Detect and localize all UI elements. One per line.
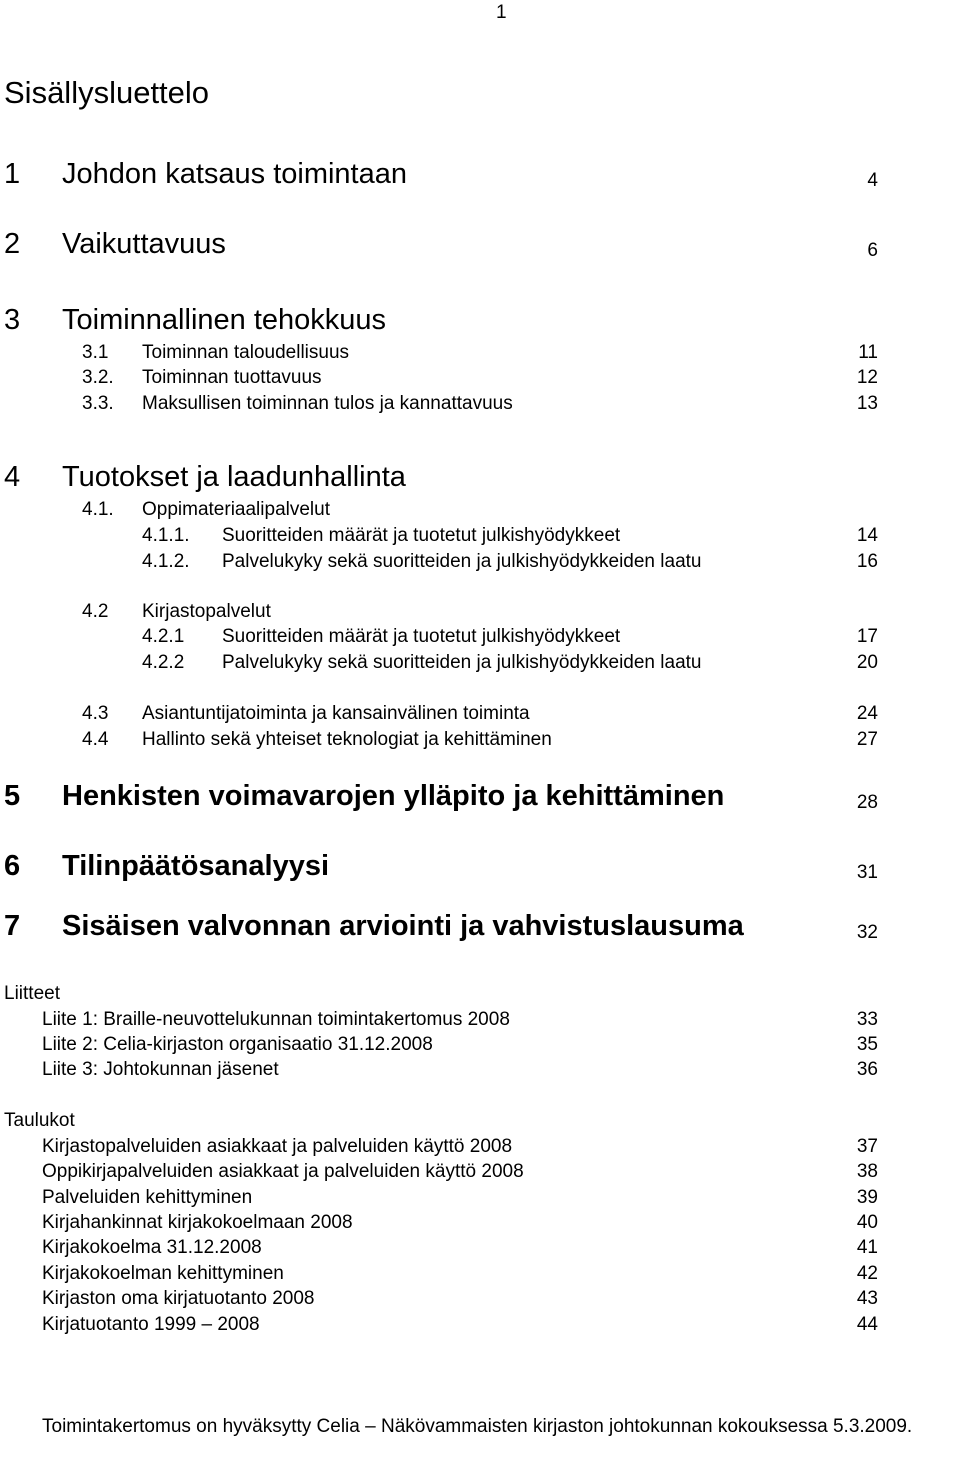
section-number: 3.2. — [82, 367, 114, 388]
table-list-page: 42 — [856, 1263, 878, 1284]
tables-heading: Taulukot — [4, 1110, 75, 1131]
table-list-title: Oppikirjapalveluiden asiakkaat ja palveluiden käyttö 2008 — [42, 1161, 524, 1182]
toc-chapter-1 — [0, 158, 960, 191]
chapter-title: Vaikuttavuus — [62, 228, 226, 260]
chapter-number: 6 — [4, 850, 21, 882]
chapter-number: 5 — [4, 780, 21, 812]
subsection-page: 14 — [856, 525, 878, 546]
chapter-page: 28 — [856, 792, 878, 813]
section-number: 3.3. — [82, 393, 114, 414]
section-page: 13 — [856, 393, 878, 414]
table-list-page: 38 — [856, 1161, 878, 1182]
table-list-title: Kirjastopalveluiden asiakkaat ja palveluiden käyttö 2008 — [42, 1136, 513, 1157]
appendix-title: Liite 1: Braille-neuvottelukunnan toimintakertomus 2008 — [42, 1009, 510, 1030]
chapter-page: 31 — [856, 862, 878, 883]
toc-chapter-2 — [0, 228, 960, 261]
page-number: 1 — [496, 2, 507, 23]
page-title: Sisällysluettelo — [4, 75, 210, 110]
section-title: Asiantuntijatoiminta ja kansainvälinen toiminta — [142, 703, 530, 724]
chapter-number: 4 — [4, 461, 21, 493]
table-list-title: Kirjatuotanto 1999 – 2008 — [42, 1314, 260, 1335]
section-page: 27 — [856, 729, 878, 750]
table-list-item — [0, 1314, 960, 1344]
table-list-page: 41 — [856, 1237, 878, 1258]
chapter-title: Tilinpäätösanalyysi — [62, 850, 330, 882]
subsection-number: 4.2.2 — [142, 652, 185, 673]
section-page: 11 — [858, 342, 878, 363]
toc-section — [0, 393, 960, 423]
subsection-title: Suoritteiden määrät ja tuotetut julkishyödykkeet — [222, 525, 621, 546]
appendix-title: Liite 3: Johtokunnan jäsenet — [42, 1059, 279, 1080]
table-list-title: Kirjaston oma kirjatuotanto 2008 — [42, 1288, 315, 1309]
table-list-title: Kirjakokoelma 31.12.2008 — [42, 1237, 262, 1258]
toc-subsection — [0, 551, 960, 581]
subsection-page: 20 — [856, 652, 878, 673]
subsection-title: Palvelukyky sekä suoritteiden ja julkishyödykkeiden laatu — [222, 551, 702, 572]
appendix-item — [0, 1059, 960, 1089]
section-number: 4.1. — [82, 499, 114, 520]
table-list-page: 44 — [856, 1314, 878, 1335]
section-page: 12 — [856, 367, 878, 388]
subsection-page: 16 — [856, 551, 878, 572]
approval-note: Toimintakertomus on hyväksytty Celia – Näkövammaisten kirjaston johtokunnan kokouksessa 5.3.2009. — [42, 1416, 913, 1437]
toc-section — [0, 729, 960, 759]
chapter-title: Tuotokset ja laadunhallinta — [62, 461, 406, 493]
section-title: Kirjastopalvelut — [142, 601, 271, 622]
table-list-title: Kirjahankinnat kirjakokoelmaan 2008 — [42, 1212, 353, 1233]
chapter-number: 3 — [4, 304, 21, 336]
chapter-number: 2 — [4, 228, 21, 260]
section-title: Toiminnan taloudellisuus — [142, 342, 350, 363]
section-title: Oppimateriaalipalvelut — [142, 499, 330, 520]
table-list-page: 37 — [856, 1136, 878, 1157]
subsection-number: 4.2.1 — [142, 626, 185, 647]
subsection-number: 4.1.1. — [142, 525, 190, 546]
toc-chapter-3 — [0, 304, 960, 334]
chapter-number: 7 — [4, 910, 21, 942]
table-list-page: 43 — [856, 1288, 878, 1309]
appendix-page: 33 — [856, 1009, 878, 1030]
toc-subsection — [0, 652, 960, 682]
table-list-page: 40 — [856, 1212, 878, 1233]
subsection-number: 4.1.2. — [142, 551, 190, 572]
subsection-title: Suoritteiden määrät ja tuotetut julkishyödykkeet — [222, 626, 621, 647]
section-title: Maksullisen toiminnan tulos ja kannattavuus — [142, 393, 513, 414]
chapter-title: Henkisten voimavarojen ylläpito ja kehittäminen — [62, 780, 725, 812]
toc-chapter-5 — [0, 780, 960, 813]
section-number: 4.4 — [82, 729, 109, 750]
appendix-page: 35 — [856, 1034, 878, 1055]
section-title: Toiminnan tuottavuus — [142, 367, 322, 388]
section-title: Hallinto sekä yhteiset teknologiat ja kehittäminen — [142, 729, 552, 750]
chapter-title: Johdon katsaus toimintaan — [62, 158, 407, 190]
section-page: 24 — [856, 703, 878, 724]
appendix-page: 36 — [856, 1059, 878, 1080]
section-number: 3.1 — [82, 342, 109, 363]
appendices-heading: Liitteet — [4, 983, 60, 1004]
chapter-page: 32 — [856, 922, 878, 943]
chapter-page: 6 — [867, 240, 878, 261]
table-list-title: Kirjakokoelman kehittyminen — [42, 1263, 284, 1284]
chapter-title: Toiminnallinen tehokkuus — [62, 304, 387, 336]
section-number: 4.2 — [82, 601, 109, 622]
section-number: 4.3 — [82, 703, 109, 724]
toc-chapter-6 — [0, 850, 960, 883]
table-list-title: Palveluiden kehittyminen — [42, 1187, 253, 1208]
chapter-page: 4 — [867, 170, 878, 191]
subsection-page: 17 — [856, 626, 878, 647]
toc-chapter-4 — [0, 461, 960, 491]
subsection-title: Palvelukyky sekä suoritteiden ja julkishyödykkeiden laatu — [222, 652, 702, 673]
appendix-title: Liite 2: Celia-kirjaston organisaatio 31.12.2008 — [42, 1034, 433, 1055]
chapter-number: 1 — [4, 158, 21, 190]
toc-chapter-7 — [0, 910, 960, 943]
chapter-title: Sisäisen valvonnan arviointi ja vahvistuslausuma — [62, 910, 744, 942]
table-list-page: 39 — [856, 1187, 878, 1208]
